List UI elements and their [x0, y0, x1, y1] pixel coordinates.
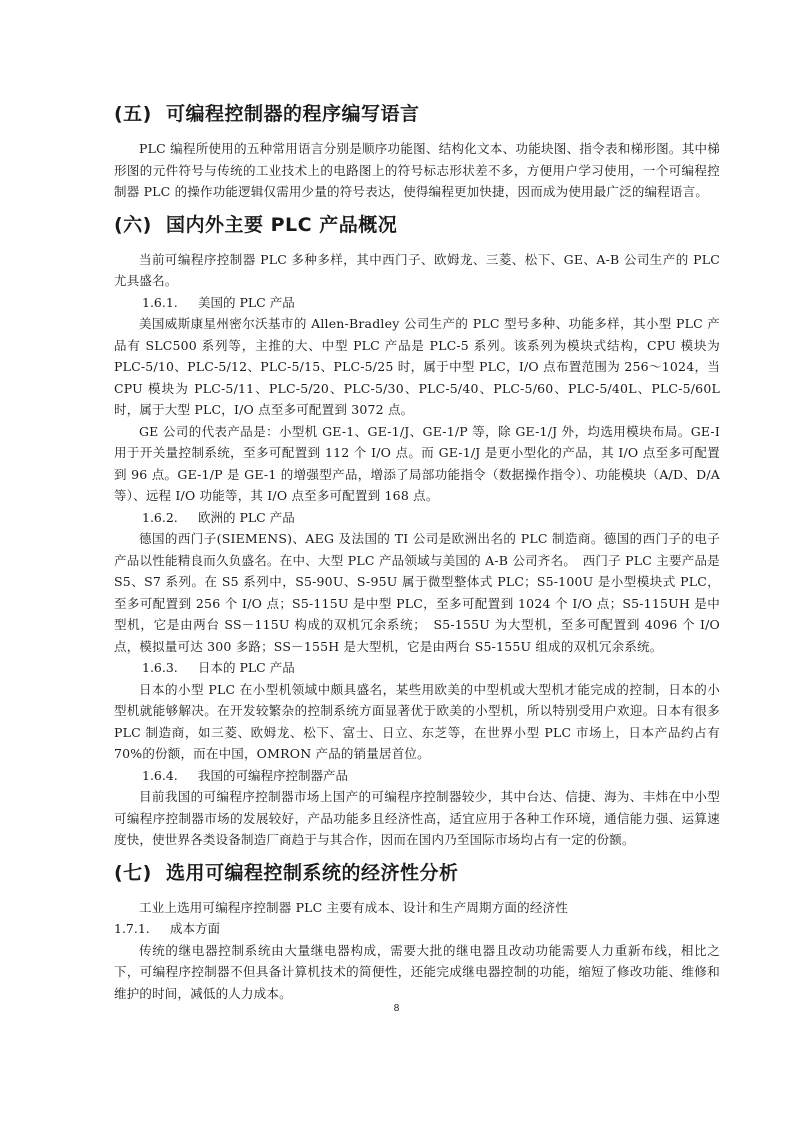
paragraph: 当前可编程序控制器 PLC 多种多样，其中西门子、欧姆龙、三菱、松下、GE、A-B 公司生产的 PLC 尤具盛名。: [114, 251, 720, 288]
section-heading-5: (五) 可编程控制器的程序编写语言: [114, 103, 420, 125]
paragraph: 目前我国的可编程序控制器市场上国产的可编程序控制器较少，其中台达、信捷、海为、丰炜在中小型可编程序控制器市场的发展较好，产品功能多且经济性高，适宜应用于各种工作环境，通信能力强、运算速度快，使世界各类设备制造厂商趋于与其合作，因而在国内乃至国际市场均占有一定的份额。: [114, 789, 720, 847]
section-heading-6: (六) 国内外主要 PLC 产品概况: [114, 213, 398, 236]
subsection-heading-1-6-2: 1.6.2. 欧洲的 PLC 产品: [142, 509, 295, 525]
paragraph: 传统的继电器控制系统由大量继电器构成，需要大批的继电器且改动功能需要人力重新布线，相比之下，可编程序控制器不但具备计算机技术的简便性，还能完成继电器控制的功能，缩短了修改功能、维修和维护的时间，减低的人力成本。: [114, 942, 720, 1001]
subsection-heading-1-6-1: 1.6.1. 美国的 PLC 产品: [142, 294, 295, 310]
page-content: [114, 100, 720, 1004]
page-number: 8: [393, 1003, 400, 1014]
paragraph: 德国的西门子(SIEMENS)、AEG 及法国的 TI 公司是欧洲出名的 PLC 制造商。德国的西门子的电子产品以性能精良而久负盛名。在中、大型 PLC 产品领域与美国的 A-B 公司齐名。 西门子 PLC 主要产品是 S5、S7 系列。在 S5 系列中，S5-90U、S-95U 属于微型整体式 PLC；S5-100U 是小型模块式 PLC，至多可配置到 256 个 I/O 点；S5-115U 是中型 PLC，至多可配置到 1024 个 I/O 点；S5-115UH 是中型机，它是由两台 SS－115U 构成的双机冗余系统； S5-155U 为大型机，至多可配置到 4096 个 I/O 点，模拟量可达 300 多路；SS－155H 是大型机，它是由两台 S5-155U 组成的双机冗余系统。: [114, 531, 721, 654]
subsection-heading-1-6-4: 1.6.4. 我国的可编程序控制器产品: [142, 767, 349, 783]
subsection-heading-1-6-3: 1.6.3. 日本的 PLC 产品: [142, 660, 295, 675]
section-heading-7: (七) 选用可编程控制系统的经济性分析: [114, 861, 459, 884]
paragraph: 工业上选用可编程序控制器 PLC 主要有成本、设计和生产周期方面的经济性: [139, 899, 568, 915]
paragraph: 日本的小型 PLC 在小型机领域中颇具盛名，某些用欧美的中型机或大型机才能完成的控制，日本的小型机就能够解决。在开发较繁杂的控制系统方面显著优于欧美的小型机，所以特别受用户欢迎。日本有很多 PLC 制造商，如三菱、欧姆龙、松下、富士、日立、东芝等，在世界小型 PLC 市场上，日本产品约占有 70%的份额，而在中国，OMRON 产品的销量居首位。: [114, 681, 720, 761]
paragraph: 美国威斯康星州密尔沃基市的 Allen-Bradley 公司生产的 PLC 型号多种、功能多样，其小型 PLC 产品有 SLC500 系列等，主推的大、中型 PLC 产品是 PLC-5 系列。该系列为模块式结构，CPU 模块为 PLC-5/10、PLC-5/12、PLC-5/15、PLC-5/25 时，属于中型 PLC，I/O 点布置范围为 256～1024，当 CPU 模块为 PLC-5/11、PLC-5/20、PLC-5/30、PLC-5/40、PLC-5/60、PLC-5/40L、PLC-5/60L 时，属于大型 PLC，I/O 点至多可配置到 3072 点。: [114, 316, 720, 417]
paragraph: PLC 编程所使用的五种常用语言分别是顺序功能图、结构化文本、功能块图、指令表和梯形图。其中梯形图的元件符号与传统的工业技术上的电路图上的符号标志形状差不多，方便用户学习使用，一个可编程控制器 PLC 的操作功能逻辑仅需用少量的符号表达，使得编程更加快捷，因而成为使用最广泛的编程语言。: [114, 141, 720, 199]
subsection-heading-1-7-1: 1.7.1. 成本方面: [114, 921, 221, 936]
paragraph: GE 公司的代表产品是：小型机 GE-1、GE-1/J、GE-1/P 等，除 GE-1/J 外，均选用模块布局。GE-I 用于开关量控制系统，至多可配置到 112 个 I/O 点。而 GE-1/J 是更小型化的产品，其 I/O 点至多可配置到 96 点。GE-1/P 是 GE-1 的增强型产品，增添了局部功能指令（数据操作指令）、功能模块（A/D、D/A 等）、远程 I/O 功能等，其 I/O 点至多可配置到 168 点。: [114, 423, 720, 503]
